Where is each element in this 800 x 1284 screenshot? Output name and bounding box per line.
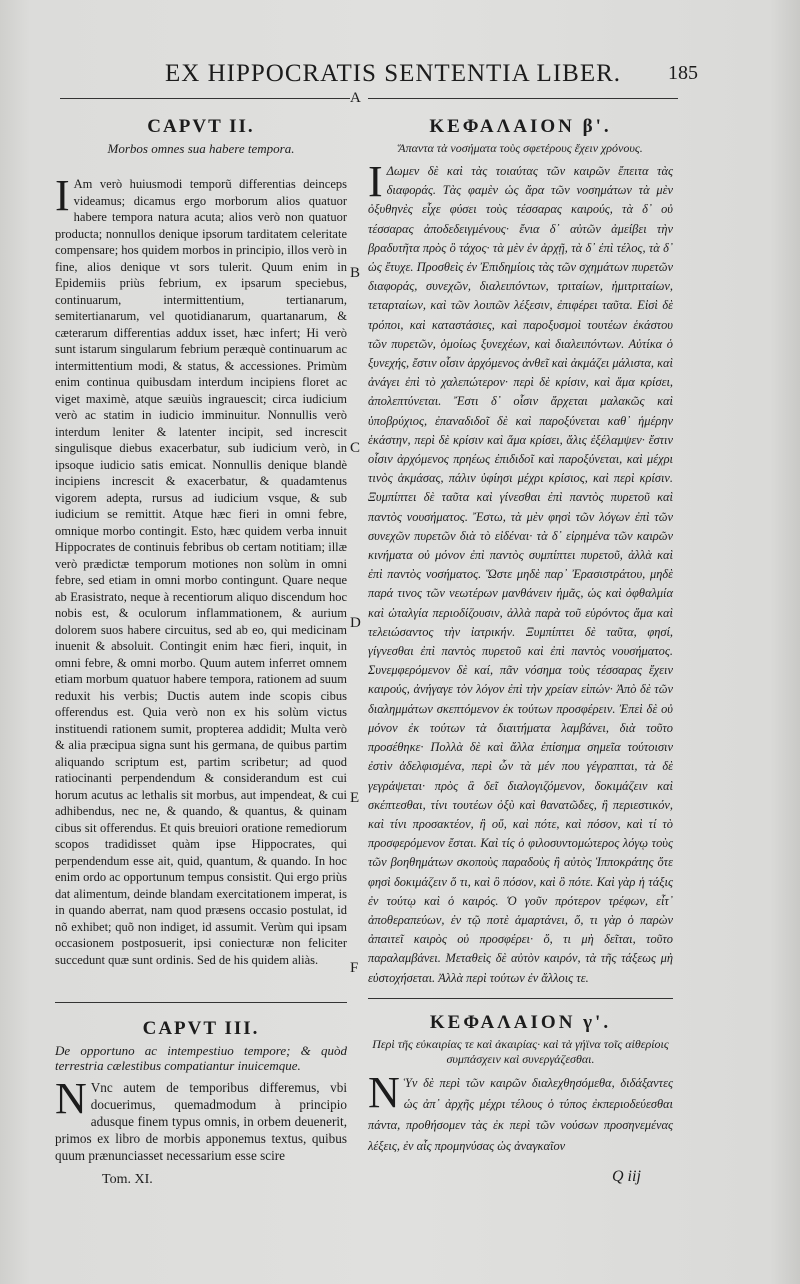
margin-letter-c: C [350,440,361,456]
latin-column [55,116,347,968]
chapter-ii-heading: CAPVT II. [147,116,255,137]
kephalaion-g-heading: ΚΕΦΑΛΑΙΟΝ γ'. [429,1012,612,1033]
header-rule-left [60,98,350,99]
greek-column [368,116,673,988]
chapter-ii-text [55,171,347,968]
kephalaion-b-heading: ΚΕΦΑΛΑΙΟΝ β'. [429,116,612,137]
chapter-divider-right [368,998,673,999]
chapter-iii-text [55,1074,347,1164]
kephalaion-b-text [368,157,673,988]
running-title: EX HIPPOCRATIS SENTENTIA LIBER. [165,60,622,87]
dropcap-i: I [55,171,70,220]
dropcap-greek-i: Ι [368,157,383,206]
chapter-iii-body: Vnc autem de temporibus differemus, vbi docuerimus, quemadmodum à principio adusque finem typus omnis, in orbem deuenerit, primos ex libro de morbis apponemus textus, quibus quum prænunciasset necessarium esse scire [55,1080,347,1163]
chapter-iii-subtitle: De opportuno ac intempestiuo tempore; & quòd terrestria cælestibus compatiantur inuicemque. [55,1043,347,1073]
page-number: 185 [668,62,698,84]
chapter-ii-subtitle: Morbos omnes sua habere tempora. [107,141,295,156]
kephalaion-g-text [368,1068,673,1157]
margin-letter-b: B [350,265,361,281]
chapter-ii-body: Am verò huiusmodi temporũ differentias deinceps videamus; dicamus ergo morborum alios quatuor habere tempora natura acuta; alios verò non quatuor producta; nonnullos denique ipsorum tarditatem celeritate compensare; hos quidem morbos in principio, illos verò in fine, alios denique vt sors tulerit. Quum enim in Epidemiis priùs febrium, ex ipsarum speciebus, continuarum, intermittentium, tertianarum, semitertianarum, vel quotidianarum, quartanarum, & cæterarum differentias addux isset, hæc infert; Hi verò sunt istarum singularum febrium peræquè continuarum ac intermittentium modi, & status, & accessiones. Primùm enim continua quibusdam interdum incipiens floret ac viget maximè, atque sæuiùs ingrauescit; circa iudicium verò ac statim in iudicio imminuitur. Nonnullis verò interdum leniter & latenter incipit, sed increscit singulisque diebus exacerbatur, sub iudicium verò, in ipsoque iudicio satis emicat. Nonnullis denique blandè incipiens increscit & exacerbatur, & quadamtenus vigorem adepta, rursus ad iudicium vsque, & sub iudicium se remittit. Atque hæc fieri in omni febre, omnique morbo contingit. Esto, hæc quidem verba innuit Hippocrates de continuis febribus ob certam notitiam; illæ verò prædictæ temporum motiones non solùm in omni febre, sed etiam in omni morbo contingunt. Quare neque ab Erasistrato, neque à recentiorum aliquo discendum hoc nobis est, & oculorum inflammationem, & aurium dolorem suos habere circuitus, sed ab eo, qui medicinam inuenit & absoluit. Contingit enim hæc fieri, inquit, in omni febre, & omni morbo. Quum autem inferret omnem etiam morbum quatuor habere tempora, rationem ad suum reduxit his verbis; Ductis autem inde scopis cibus offerendus est. Quia verò non ex his solùm victus instituendi rationem sumit, propterea addidit; Multa verò & alia præcipua signa sunt his germana, de quibus partim aliquando scriptum est, partim scribetur; ad quod ratiocinanti perpendendum & considerandum est cui horum acutus ac lethalis sit morbus, aut impendeat, & cui adhibendus, nec ne, & quando, & quantus, & quinam cibus sit offerendus. Et quis breuiori oratione remediorum scopos tradidisset quàm ipse Hippocrates, qui perpendendum esse ait, quid, quantum, & quando. In hoc enim ordo ac opportunum tempus consistit. Qui ergo priùs dat alimentum, deinde blandam exercitationem imperat, is in quando aberrat, nam quod præsens occasio postulat, id nõ exhibet; quõ non indiget, id assumit. Verùm qui ipsam occasionem postposuerit, ipsi coniecturæ non feliciter succedunt quæ sunt ordinis. Sed de his quidem aliàs. [55,177,347,967]
kephalaion-g-body: Ὑν δὲ περὶ τῶν καιρῶν διαλεχθησόμεθα, διδάξαντες ὡς ἀπ᾽ ἀρχῆς μέχρι τέλους ὁ τύπος ἐκπεριοδεύεσθαι πάντα, προθήσομεν τὰς ἐκ περὶ τῶν νούσων προσηνεμένας λέξεις, ἐν αἷς προμηνύσας ὡς ἀναγκαῖον [368,1076,673,1153]
margin-letter-e: E [350,790,360,806]
chapter-divider-left [55,1002,347,1003]
signature-mark: Q iij [612,1168,641,1185]
chapter-iii-block [55,1018,347,1164]
kephalaion-b-body: Δωμεν δὲ καὶ τὰς τοιαύτας τῶν καιρῶν ἔπειτα τὰς διαφοράς. Τὰς φαμὲν ὡς ἄρα τῶν νοσημάτων τὰ μὲν ὀξυθηνὲς εἶχε φύσει τοὺς τέσσαρας καιρούς, τὰ δ᾽ οὐ τέσσαρας ἀποδεδειγμένους· ἔνια δ᾽ αὐτῶν ἀμείβει τὴν βραδυτῆτα πρὸς ὃ τάχος· τὰ μὲν ἐν ἀρχῇ, τὰ δ᾽ ἐπὶ τέλος, τὰ δ᾽ ὡς ἔτυχε. Προσθεὶς ἐν Ἐπιδημίοις τὰς τῶν σχημάτων πυρετῶν διαφοράς, συνεχῶν, διαλειπόντων, τριταίων, ἡμιτριταίων, τεταρταίων, καὶ τῶν λοιπῶν λέξεσιν, ἐπιφέρει ταῦτα. Εἰσὶ δὲ τρόποι, καὶ καταστάσιες, καὶ παροξυσμοὶ τουτέων ἑκάστου τῶν πυρετῶν, ὁμοίως ξυνεχέων, καὶ διαλειπόντων. Αὐτίκα ὁ ξυνεχής, ἔστιν οἷσιν ἀρχόμενος ἀνθεῖ καὶ ἀκμάζει μάλιστα, καὶ ἀνάγει ἐπὶ τὸ χαλεπώτερον· περὶ δὲ κρίσιν, καὶ ἅμα κρίσει, ἀπολεπτύνεται. Ἔστι δ᾽ οἷσιν ἄρχεται μαλακῶς καὶ ὑποβρύχιος, ἐπαναδιδοῖ δὲ καὶ παροξύνεται καθ᾽ ἡμέρην ἑκάστην, περὶ δὲ κρίσιν καὶ ἅμα κρίσει, ἅλις ἐξέλαμψεν· ἔστιν οἷσιν ἀρχόμενος πρηέως ἐπιδιδοῖ καὶ παροξύνεται, καὶ μέχρι τινὸς ἀκμάσας, πάλιν ὑφίησι μέχρι κρίσιος, καὶ περὶ κρίσιν. Ξυμπίπτει δὲ ταῦτα καὶ γίνεσθαι ἐπὶ παντὸς πυρετοῦ καὶ παντὸς νουσήματος. Ἔστω, τὰ μὲν φησὶ τῶν λόγων ἐπὶ τῶν συνεχῶν πυρετῶν διὰ τὸ εἰδέναι· τὰ δ᾽ εἰρημένα τῶν καιρῶν κινήματα οὐ μόνον ἐπὶ παντὸς συμπίπτει πυρετοῦ, ἀλλὰ καὶ ἐπὶ παντὸς νοσήματος. Ὥστε μηδὲ παρ᾽ Ἐρασιστράτου, μηδὲ παρά τινος τῶν νεωτέρων μανθάνειν ἡμᾶς, ὡς καὶ ὀφθαλμία καὶ ὠταλγία περιοδίζουσιν, ἀλλὰ παρὰ τοῦ εὑρόντος ἅμα καὶ τελειώσαντος τὴν ἰατρικήν. Ξυμπίπτει δὲ ταῦτα, φησί, γίγνεσθαι ἐπὶ παντὸς πυρετοῦ καὶ ἐπὶ παντὸς νουσήματος. Συνεμφερόμενον δὲ καί, πᾶν νόσημα τοὺς τέσσαρας ἔχειν καιρούς, ἀνήγαγε τὸν λόγον ἐπὶ τὴν χρείαν εἰπών· Ἀπὸ δὲ τῶν διαλημμάτων σκεπτόμενον ἐκ τούτων προσφέρειν. Ἐπεὶ δὲ οὐ μόνον ἐκ τούτων τὰ διαιτήματα λαμβάνει, διὰ τοῦτο προσέθηκε· Πολλὰ δὲ καὶ ἄλλα ἐπίσημα σημεῖα τούτοισιν ἐστὶν ἀδελφισμένα, περὶ ὧν τὰ μέν που γέγραπται, τὰ δὲ γεγράψεται· πρὸς ἃ δεῖ διαλογιζόμενον, δοκιμάζειν καὶ σκέπτεσθαι, τίνι τουτέων ὀξὺ καὶ θανατῶδες, ἢ περιεστικόν, καὶ τίνι προσακτέον, ἢ οὔ, καὶ πότε, καὶ πόσον, καὶ τί τὸ προσφερόμενον ἔσται. Καὶ τίς ὁ φιλοσυντομώτερος λόγῳ τοὺς τῶν βοηθημάτων σκοποὺς παραδοὺς ἢ αὐτὸς Ἱπποκράτης ὅτε φησὶ δοκιμάζειν ὅ τι, καὶ ὃ πόσον, καὶ ὃ πότε. Καὶ γὰρ ἡ τάξις ἐν τούτῳ καὶ ὁ καιρός. Ὁ γοῦν πρότερον τρέφων, εἶτ᾽ ἀποθεραπεύων, ἐν τῷ ποτὲ ἁμαρτάνει, ὅ, τι γὰρ ὁ παρὼν ἀπαιτεῖ καιρὸς οὐ προσφέρει· ὅ, τι μὴ δεῖται, τοῦτο παραλαμβάνει. Μεταθεὶς δὲ αὐτὸν καιρόν, τὰ τῆς τάξεως μὴ εὐστοχήσεται. Ἀλλὰ περὶ τούτων ἐν ἄλλοις τε. [368,164,673,985]
margin-letter-f: F [350,960,359,976]
chapter-iii-heading: CAPVT III. [142,1018,260,1039]
margin-letter-a: A [350,90,361,106]
kephalaion-b-subtitle: Ἅπαντα τὰ νοσήματα τοὺς σφετέρους ἔχειν χρόνους. [398,141,643,155]
header-rule-right [368,98,678,99]
kephalaion-g-block [368,1012,673,1157]
volume-mark: Tom. XI. [102,1172,153,1187]
dropcap-n: N [55,1074,87,1123]
margin-letter-d: D [350,615,361,631]
kephalaion-g-subtitle: Περὶ τῆς εὐκαιρίας τε καὶ ἀκαιρίας· καὶ τὰ γήϊνα τοῖς αἰθερίοις συμπάσχειν καὶ συνεργάζεσθαι. [372,1037,669,1066]
dropcap-greek-n: Ν [368,1068,400,1117]
